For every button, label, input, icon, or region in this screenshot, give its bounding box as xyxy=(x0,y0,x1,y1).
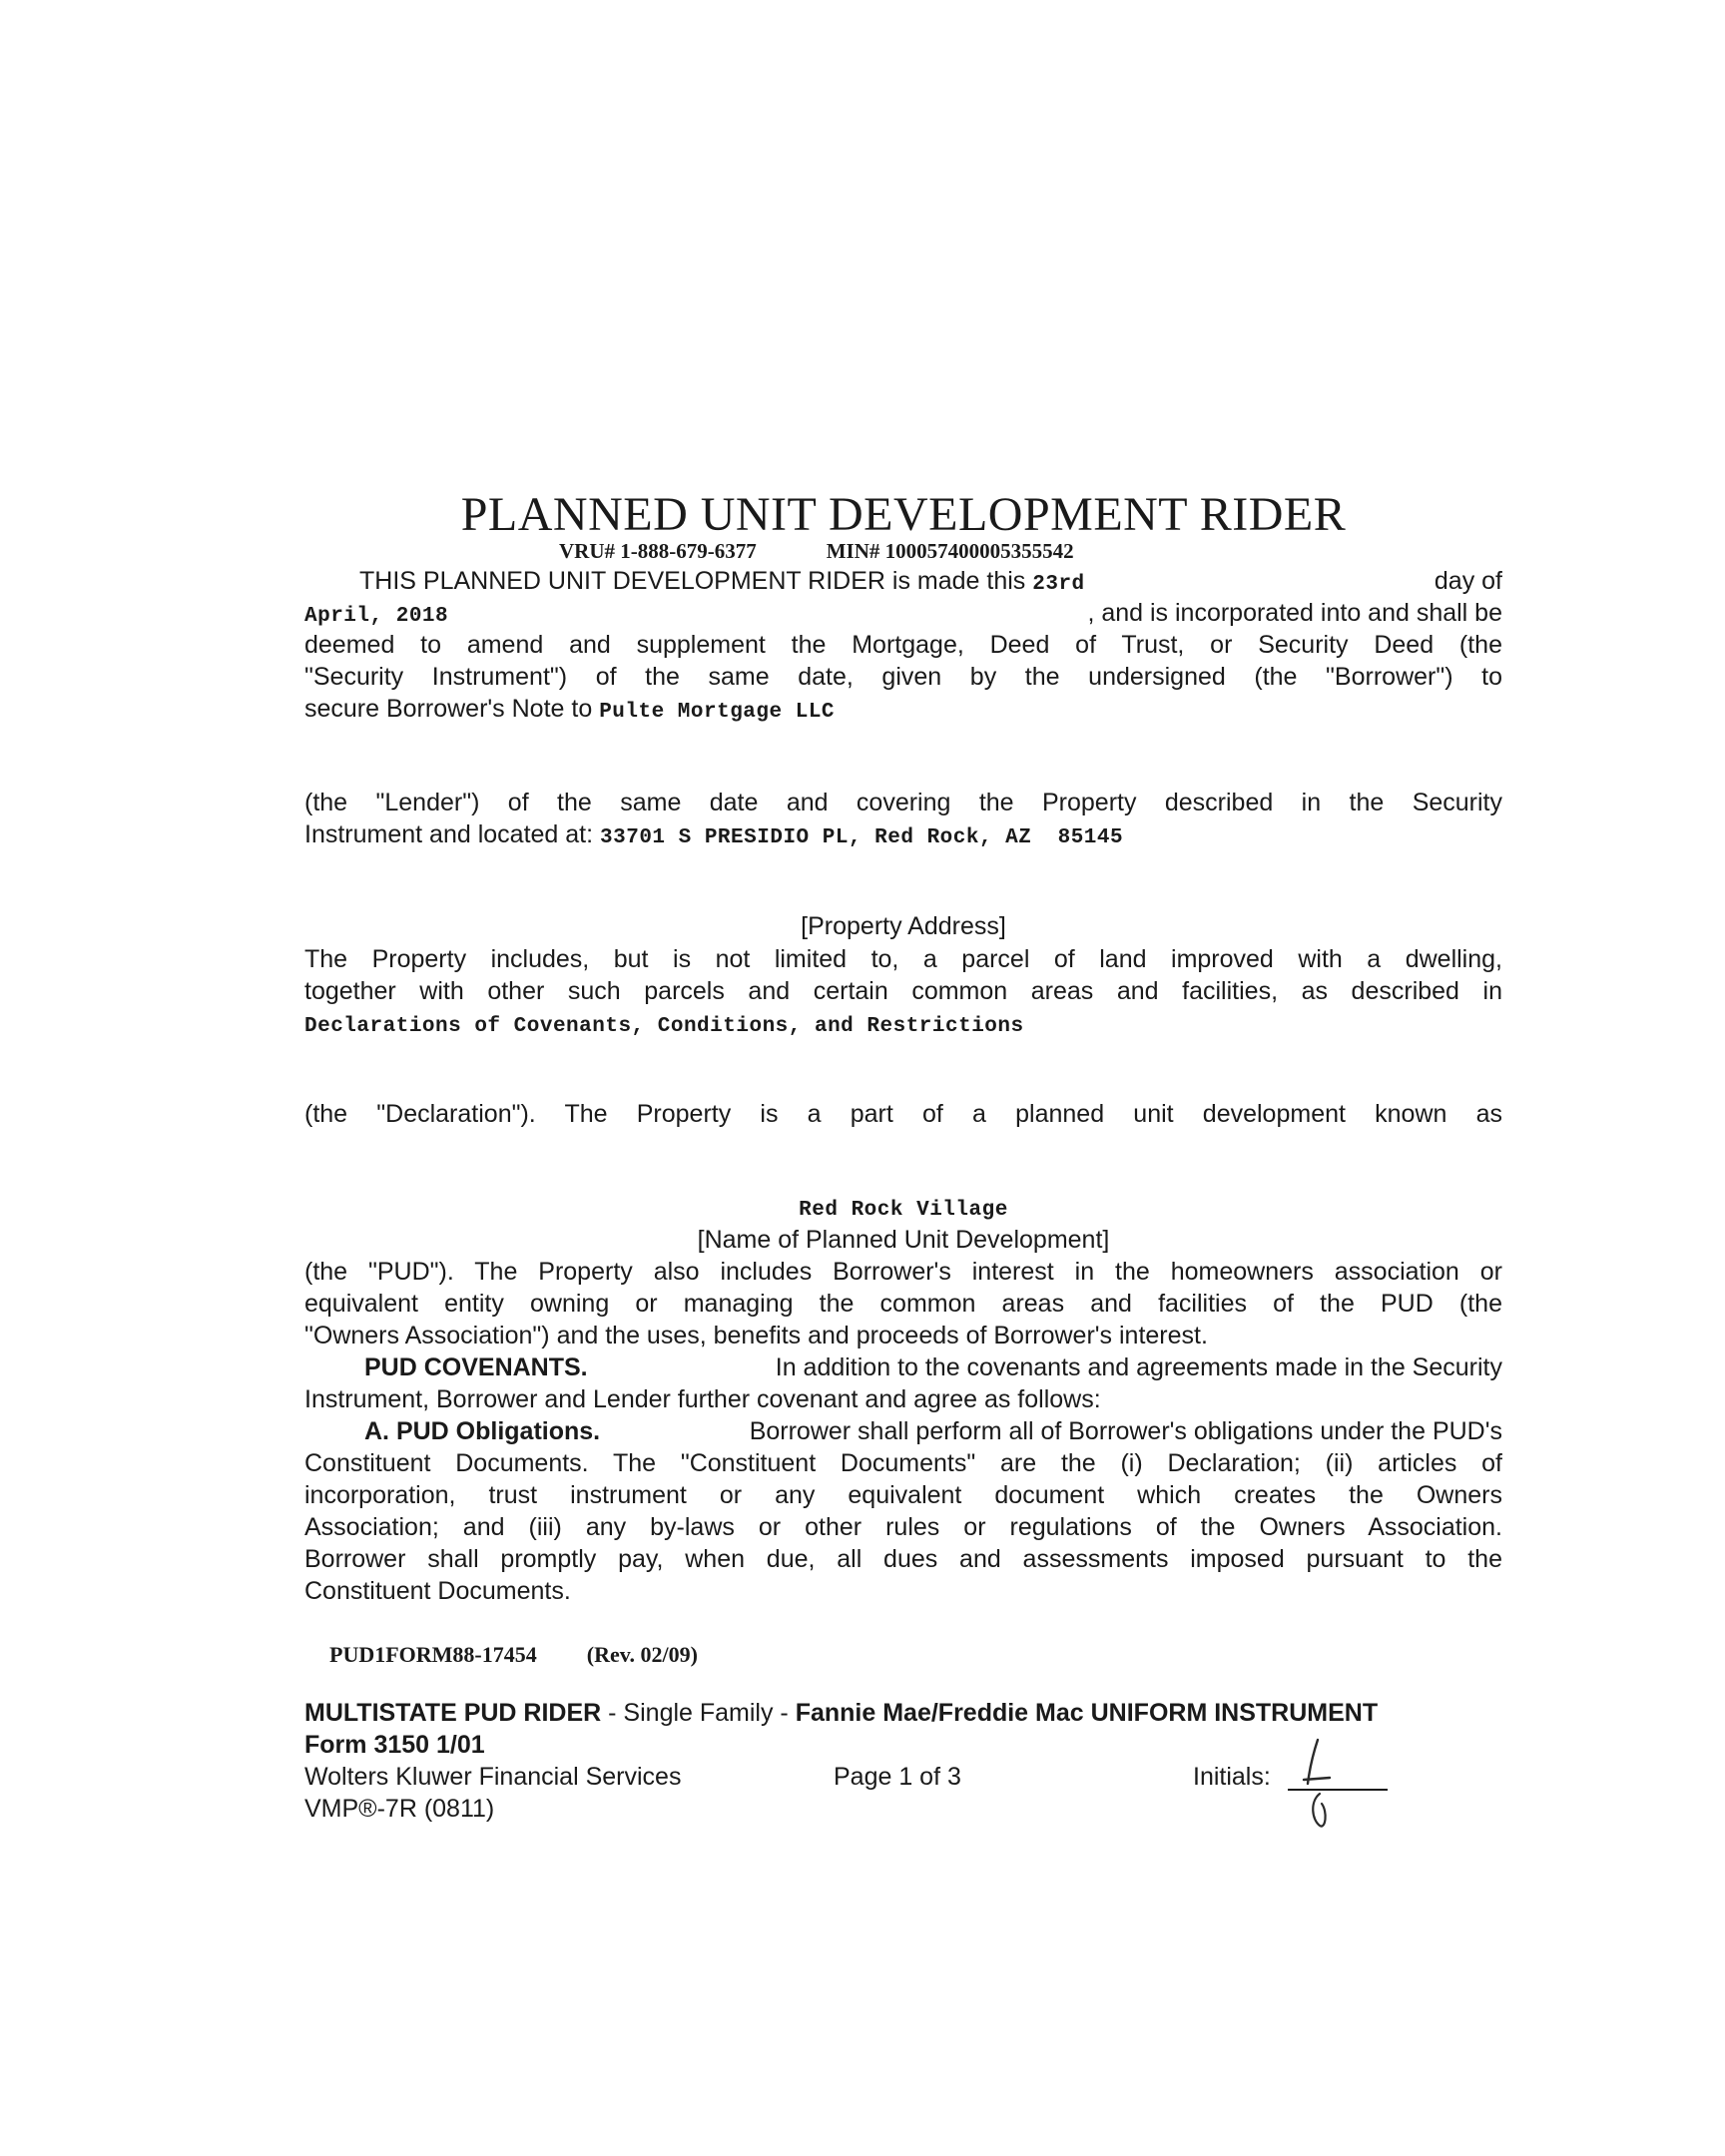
obligations-text-1: Borrower shall perform all of Borrower's obligations under the PUD's xyxy=(749,1417,1502,1445)
page-number: Page 1 of 3 xyxy=(834,1763,961,1791)
vmp-code: VMP®-7R (0811) xyxy=(304,1795,495,1823)
company-name: Wolters Kluwer Financial Services xyxy=(304,1763,682,1791)
form-code-line xyxy=(329,1642,748,1668)
property-text-2: together with other such parcels and certain common areas and facilities, as described in xyxy=(304,977,1502,1005)
covenants-heading: PUD COVENANTS. xyxy=(364,1353,588,1381)
obligations-text-5: Borrower shall promptly pay, when due, all dues and assessments imposed pursuant to the xyxy=(304,1545,1502,1573)
vru-number: VRU# 1-888-679-6377 xyxy=(559,539,757,563)
document-title: PLANNED UNIT DEVELOPMENT RIDER xyxy=(460,488,1347,541)
pud-text-1: (the "PUD"). The Property also includes Borrower's interest in the homeowners association or xyxy=(304,1258,1502,1286)
declaration-text: (the "Declaration"). The Property is a part of a planned unit development known as xyxy=(304,1100,1502,1128)
pud-obligations-heading: A. PUD Obligations. xyxy=(364,1417,601,1445)
intro-day-of: day of xyxy=(1434,567,1502,595)
covenants-text-2: Instrument, Borrower and Lender further covenant and agree as follows: xyxy=(304,1385,1101,1413)
obligations-text-2: Constituent Documents. The "Constituent Documents" are the (i) Declaration; (ii) articles of xyxy=(304,1449,1502,1477)
intro-text-3: deemed to amend and supplement the Mortgage, Deed of Trust, or Security Deed (the xyxy=(304,631,1502,659)
identifiers xyxy=(559,539,1144,564)
pud-name-caption: [Name of Planned Unit Development] xyxy=(697,1226,1110,1254)
single-family-label: - Single Family - xyxy=(601,1699,796,1727)
uniform-instrument-label: Fannie Mae/Freddie Mac UNIFORM INSTRUMENT xyxy=(795,1699,1379,1727)
form-number: Form 3150 1/01 xyxy=(304,1731,485,1759)
month-year-value: April, 2018 xyxy=(304,605,449,628)
min-number: MIN# 100057400005355542 xyxy=(826,539,1074,563)
intro-text-2: , and is incorporated into and shall be xyxy=(1087,599,1502,627)
intro-text-5: secure Borrower's Note to xyxy=(304,695,593,723)
intro-text-1: THIS PLANNED UNIT DEVELOPMENT RIDER is made this xyxy=(359,567,1026,595)
obligations-text-6: Constituent Documents. xyxy=(304,1577,571,1605)
form-revision: (Rev. 02/09) xyxy=(586,1642,698,1667)
covenants-text-1: In addition to the covenants and agreements made in the Security xyxy=(775,1353,1502,1381)
pud-text-3: "Owners Association") and the uses, benefits and proceeds of Borrower's interest. xyxy=(304,1322,1208,1349)
pud-name: Red Rock Village xyxy=(799,1199,1008,1222)
obligations-text-4: Association; and (iii) any by-laws or other rules or regulations of the Owners Association. xyxy=(304,1513,1502,1541)
declarations-title: Declarations of Covenants, Conditions, and Restrictions xyxy=(304,1015,1024,1038)
lender-name: Pulte Mortgage LLC xyxy=(599,701,836,724)
pud-text-2: equivalent entity owning or managing the common areas and facilities of the PUD (the xyxy=(304,1290,1502,1318)
handwritten-initials-icon xyxy=(1290,1732,1350,1842)
initials-label: Initials: xyxy=(1193,1763,1271,1791)
lender-text-1: (the "Lender") of the same date and covering the Property described in the Security xyxy=(304,789,1502,816)
day-value: 23rd xyxy=(1032,573,1085,596)
multistate-label: MULTISTATE PUD RIDER xyxy=(304,1699,602,1727)
intro-text-4: "Security Instrument") of the same date, given by the undersigned (the "Borrower") to xyxy=(304,663,1502,691)
property-text-1: The Property includes, but is not limited to, a parcel of land improved with a dwelling, xyxy=(304,945,1502,973)
property-address: 33701 S PRESIDIO PL, Red Rock, AZ 85145 xyxy=(600,826,1124,849)
form-code: PUD1FORM88-17454 xyxy=(329,1642,537,1667)
property-address-caption: [Property Address] xyxy=(801,912,1006,940)
lender-text-2: Instrument and located at: xyxy=(304,820,594,848)
obligations-text-3: incorporation, trust instrument or any equivalent document which creates the Owners xyxy=(304,1481,1502,1509)
